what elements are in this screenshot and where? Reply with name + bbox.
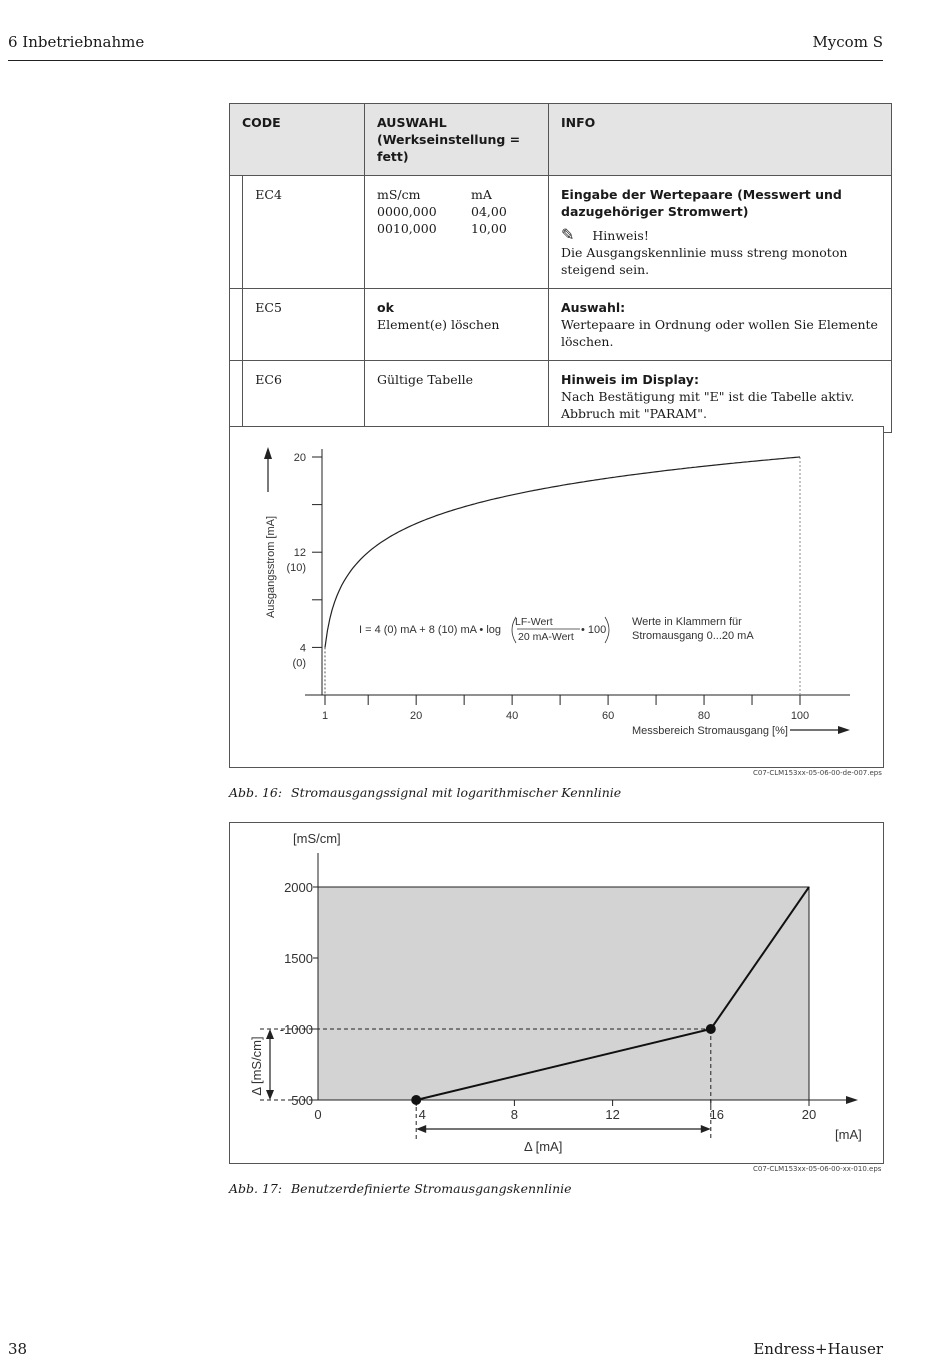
- data-point: [706, 1024, 716, 1034]
- x-tick-label: 0: [314, 1107, 322, 1122]
- row-info: [549, 289, 892, 361]
- figure-16-frame: [229, 426, 884, 768]
- row-code: EC6: [243, 361, 365, 433]
- y-axis-label: Ausgangsstrom [mA]: [265, 515, 277, 619]
- x-tick-label: 40: [505, 710, 519, 722]
- info-text: Nach Bestätigung mit "E" ist die Tabelle aktiv. Abbruch mit "PARAM".: [561, 389, 855, 421]
- row-info: [549, 176, 892, 289]
- figure-17-frame: [229, 822, 884, 1164]
- data-point: [411, 1095, 421, 1105]
- caption-text: Stromausgangssignal mit logarithmischer Kennlinie: [291, 785, 622, 800]
- delta-ms-label: Δ [mS/cm]: [249, 1036, 264, 1096]
- header-auswahl: [365, 104, 549, 176]
- y-axis-unit: [mS/cm]: [293, 831, 341, 846]
- note-line-2: Stromausgang 0...20 mA: [632, 630, 754, 642]
- header-info: INFO: [549, 104, 892, 176]
- log-curve-chart: [230, 427, 883, 767]
- x-arrow-head: [846, 1096, 858, 1104]
- chapter-title: 6 Inbetriebnahme: [8, 33, 145, 51]
- pair-value-ms: 0000,000: [377, 204, 437, 219]
- info-title: Hinweis im Display:: [561, 372, 699, 387]
- caption-number: Abb. 16:: [229, 785, 283, 800]
- delta-ms-arrowhead-top: [266, 1029, 274, 1039]
- x-tick-label: 12: [605, 1107, 620, 1122]
- header-rule: [8, 60, 883, 61]
- x-tick-label: 20: [801, 1107, 817, 1122]
- info-title: Auswahl:: [561, 300, 626, 315]
- figure-16-caption: [229, 785, 621, 800]
- y-tick-label: 4: [299, 642, 306, 655]
- formula-multiplier: • 100: [581, 624, 607, 636]
- y-tick-label: -1000: [279, 1022, 313, 1037]
- y-tick-label: 20: [293, 452, 306, 464]
- pair-value-ms: 0010,000: [377, 221, 437, 236]
- y-tick-label: 500: [291, 1093, 313, 1108]
- note-text: Die Ausgangskennlinie muss streng monoton steigend sein.: [561, 245, 848, 277]
- y-tick-label: 1500: [284, 951, 313, 966]
- row-auswahl: [365, 176, 549, 289]
- page-number: 38: [8, 1340, 28, 1358]
- figure-17-filename: C07-CLM153xx-05-06-00-xx-010.eps: [753, 1165, 882, 1173]
- x-tick-label: 20: [410, 710, 423, 722]
- row-code: EC4: [243, 176, 365, 289]
- header-code: CODE: [230, 104, 365, 176]
- y-tick-label: 12: [293, 547, 306, 560]
- info-text: Wertepaare in Ordnung oder wollen Sie Elemente löschen.: [561, 317, 878, 349]
- note-pencil-icon: ✎: [561, 225, 575, 244]
- x-tick-label: 60: [601, 710, 615, 722]
- table-header-row: [230, 104, 892, 176]
- formula-lhs: I = 4 (0) mA + 8 (10) mA • log: [359, 624, 502, 636]
- option-default: ok: [377, 300, 394, 315]
- y-arrow-head: [264, 447, 272, 459]
- caption-number: Abb. 17:: [229, 1181, 283, 1196]
- x-tick-label: 80: [697, 710, 711, 722]
- brand-name: Endress+Hauser: [753, 1340, 883, 1358]
- row-info: [549, 361, 892, 433]
- formula-numerator: LF-Wert: [515, 616, 553, 628]
- y-tick-label: (0): [292, 657, 306, 670]
- pair-value-ma: 10,00: [471, 221, 507, 236]
- y-tick-label: 2000: [284, 880, 313, 895]
- table-row: [230, 289, 892, 361]
- delta-ma-label: Δ [mA]: [524, 1139, 563, 1154]
- x-tick-label: 100: [790, 710, 810, 722]
- x-arrow-head: [838, 726, 850, 734]
- figure-16-filename: C07-CLM153xx-05-06-00-de-007.eps: [753, 769, 882, 777]
- header-auswahl-label: AUSWAHL: [377, 115, 447, 130]
- x-axis-unit: [mA]: [835, 1127, 862, 1142]
- y-tick-label: (10): [286, 562, 306, 575]
- table-row: [230, 361, 892, 433]
- x-tick-label: 16: [709, 1107, 725, 1122]
- custom-curve-chart: [230, 823, 883, 1163]
- parameter-table: [229, 103, 892, 433]
- table-row: [230, 176, 892, 289]
- x-axis-label: Messbereich Stromausgang [%]: [632, 725, 788, 737]
- x-tick-label: 4: [418, 1107, 426, 1122]
- row-code: EC5: [243, 289, 365, 361]
- product-name: Mycom S: [812, 33, 883, 51]
- option-item: Element(e) löschen: [377, 317, 500, 332]
- delta-ma-arrowhead-right: [701, 1125, 711, 1133]
- note-label: Hinweis!: [592, 228, 649, 243]
- row-auswahl: [365, 289, 549, 361]
- unit-ma: mA: [471, 187, 492, 202]
- caption-text: Benutzerdefinierte Stromausgangskennlinie: [291, 1181, 572, 1196]
- x-tick-label: 8: [510, 1107, 519, 1122]
- figure-17-caption: [229, 1181, 572, 1196]
- note-line-1: Werte in Klammern für: [632, 616, 742, 628]
- pair-value-ma: 04,00: [471, 204, 507, 219]
- info-title: Eingabe der Wertepaare (Messwert und dazugehöriger Stromwert): [561, 187, 842, 219]
- unit-ms: mS/cm: [377, 187, 421, 202]
- delta-ms-arrowhead-bottom: [266, 1090, 274, 1100]
- delta-ma-arrowhead-left: [416, 1125, 426, 1133]
- formula-denominator: 20 mA-Wert: [518, 631, 574, 643]
- x-tick-label: 1: [321, 710, 329, 722]
- row-auswahl: Gültige Tabelle: [365, 361, 549, 433]
- header-auswahl-sub: (Werkseinstellung = fett): [377, 132, 521, 164]
